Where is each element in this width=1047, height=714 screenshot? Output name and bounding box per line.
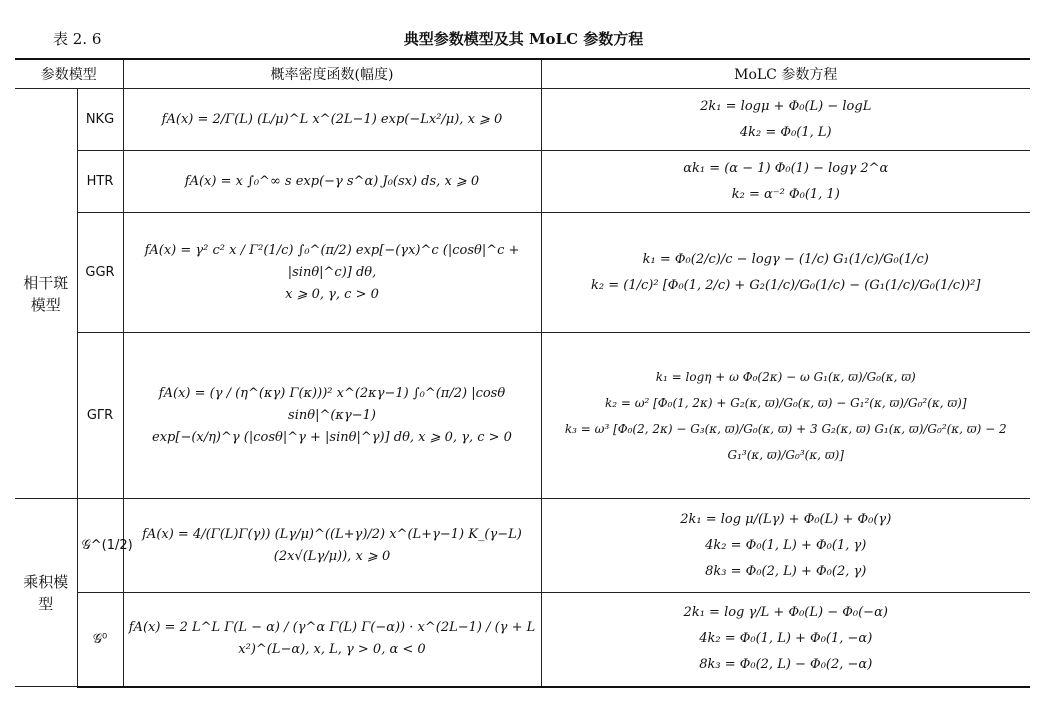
pdf-ggr-1: fA(x) = γ² c² x / Γ²(1/c) ∫₀^(π/2) exp[−(γx)^c (|cosθ|^c + |sinθ|^c)] dθ, [144, 242, 520, 280]
eq-ggr-2: k₂ = (1/c)² [Φ₀(1, 2/c) + G₂(1/c)/G₀(1/c) − (G₁(1/c)/G₀(1/c))²] [591, 277, 981, 293]
eq-g-zero-1: 2k₁ = log γ/L + Φ₀(L) − Φ₀(−α) [683, 605, 888, 621]
pdf-ggr-2: x ⩾ 0, γ, c > 0 [285, 286, 379, 302]
code-g-half: 𝒢^(1/2) [77, 499, 123, 593]
pdf-g-zero: fA(x) = 2 L^L Γ(L − α) / (γ^α Γ(L) Γ(−α)) · x^(2L−1) / (γ + L x²)^(L−α), x, L, γ > 0, α < 0 [128, 620, 536, 658]
group-coherent-label: 相干斑模型 [23, 273, 69, 314]
table-caption [0, 28, 1047, 52]
row-ggr [15, 213, 1030, 333]
code-gtr: GΓR [77, 333, 123, 499]
header-row [15, 59, 1030, 89]
row-nkg [15, 89, 1030, 151]
group-product-label: 乘积模型 [23, 572, 69, 613]
pdf-g-half: fA(x) = 4/(Γ(L)Γ(γ)) (Lγ/μ)^((L+γ)/2) x^(L+γ−1) K_(γ−L)(2x√(Lγ/μ)), x ⩾ 0 [142, 526, 522, 564]
code-nkg: NKG [77, 89, 123, 151]
row-gtr [15, 333, 1030, 499]
eq-nkg-2: 4k₂ = Φ₀(1, L) [739, 124, 832, 140]
row-g-half [15, 499, 1030, 593]
eq-g-zero-2: 4k₂ = Φ₀(1, L) + Φ₀(1, −α) [699, 631, 873, 647]
eq-nkg-1: 2k₁ = logμ + Φ₀(L) − logL [700, 98, 872, 114]
group-product [15, 499, 77, 687]
header-pdf: 概率密度函数(幅度) [123, 59, 541, 89]
eq-ggr-1: k₁ = Φ₀(2/c)/c − logγ − (1/c) G₁(1/c)/G₀(1/c) [642, 251, 929, 267]
pdf-htr: fA(x) = x ∫₀^∞ s exp(−γ s^α) J₀(sx) ds, x ⩾ 0 [184, 173, 480, 189]
model-table [15, 58, 1030, 688]
eq-g-half-1: 2k₁ = log μ/(Lγ) + Φ₀(L) + Φ₀(γ) [680, 511, 892, 527]
eq-g-zero-3: 8k₃ = Φ₀(2, L) − Φ₀(2, −α) [699, 657, 873, 673]
row-g-zero [15, 593, 1030, 687]
eq-htr-1: αk₁ = (α − 1) Φ₀(1) − logγ 2^α [683, 160, 889, 176]
eq-htr-2: k₂ = α⁻² Φ₀(1, 1) [731, 186, 840, 202]
eq-gtr-2: k₂ = ω² [Φ₀(1, 2κ) + G₂(κ, ϖ)/G₀(κ, ϖ) − G₁²(κ, ϖ)/G₀²(κ, ϖ)] [604, 395, 967, 410]
code-g-zero: 𝒢⁰ [77, 593, 123, 687]
eq-g-half-2: 4k₂ = Φ₀(1, L) + Φ₀(1, γ) [705, 537, 867, 553]
eq-g-half-3: 8k₃ = Φ₀(2, L) + Φ₀(2, γ) [705, 563, 867, 579]
table-title: 典型参数模型及其 MoLC 参数方程 [403, 30, 644, 48]
code-htr: HTR [77, 151, 123, 213]
pdf-nkg: fA(x) = 2/Γ(L) (L/μ)^L x^(2L−1) exp(−Lx²/μ), x ⩾ 0 [161, 111, 503, 127]
group-coherent [15, 89, 77, 499]
pdf-gtr-1: fA(x) = (γ / (η^(κγ) Γ(κ)))² x^(2κγ−1) ∫₀^(π/2) |cosθ sinθ|^(κγ−1) [158, 385, 506, 423]
eq-gtr-1: k₁ = logη + ω Φ₀(2κ) − ω G₁(κ, ϖ)/G₀(κ, ϖ) [655, 369, 916, 384]
header-molc: MoLC 参数方程 [541, 59, 1030, 89]
code-ggr: GGR [77, 213, 123, 333]
eq-gtr-3: k₃ = ω³ [Φ₀(2, 2κ) − G₃(κ, ϖ)/G₀(κ, ϖ) + 3 G₂(κ, ϖ) G₁(κ, ϖ)/G₀²(κ, ϖ) − 2 G₁³(κ, ϖ)/G₀³(κ, ϖ)] [564, 421, 1007, 462]
table-number: 表 2. 6 [53, 30, 102, 48]
header-model: 参数模型 [15, 59, 123, 89]
row-htr [15, 151, 1030, 213]
pdf-gtr-2: exp[−(x/η)^γ (|cosθ|^γ + |sinθ|^γ)] dθ, x ⩾ 0, γ, c > 0 [152, 429, 512, 445]
